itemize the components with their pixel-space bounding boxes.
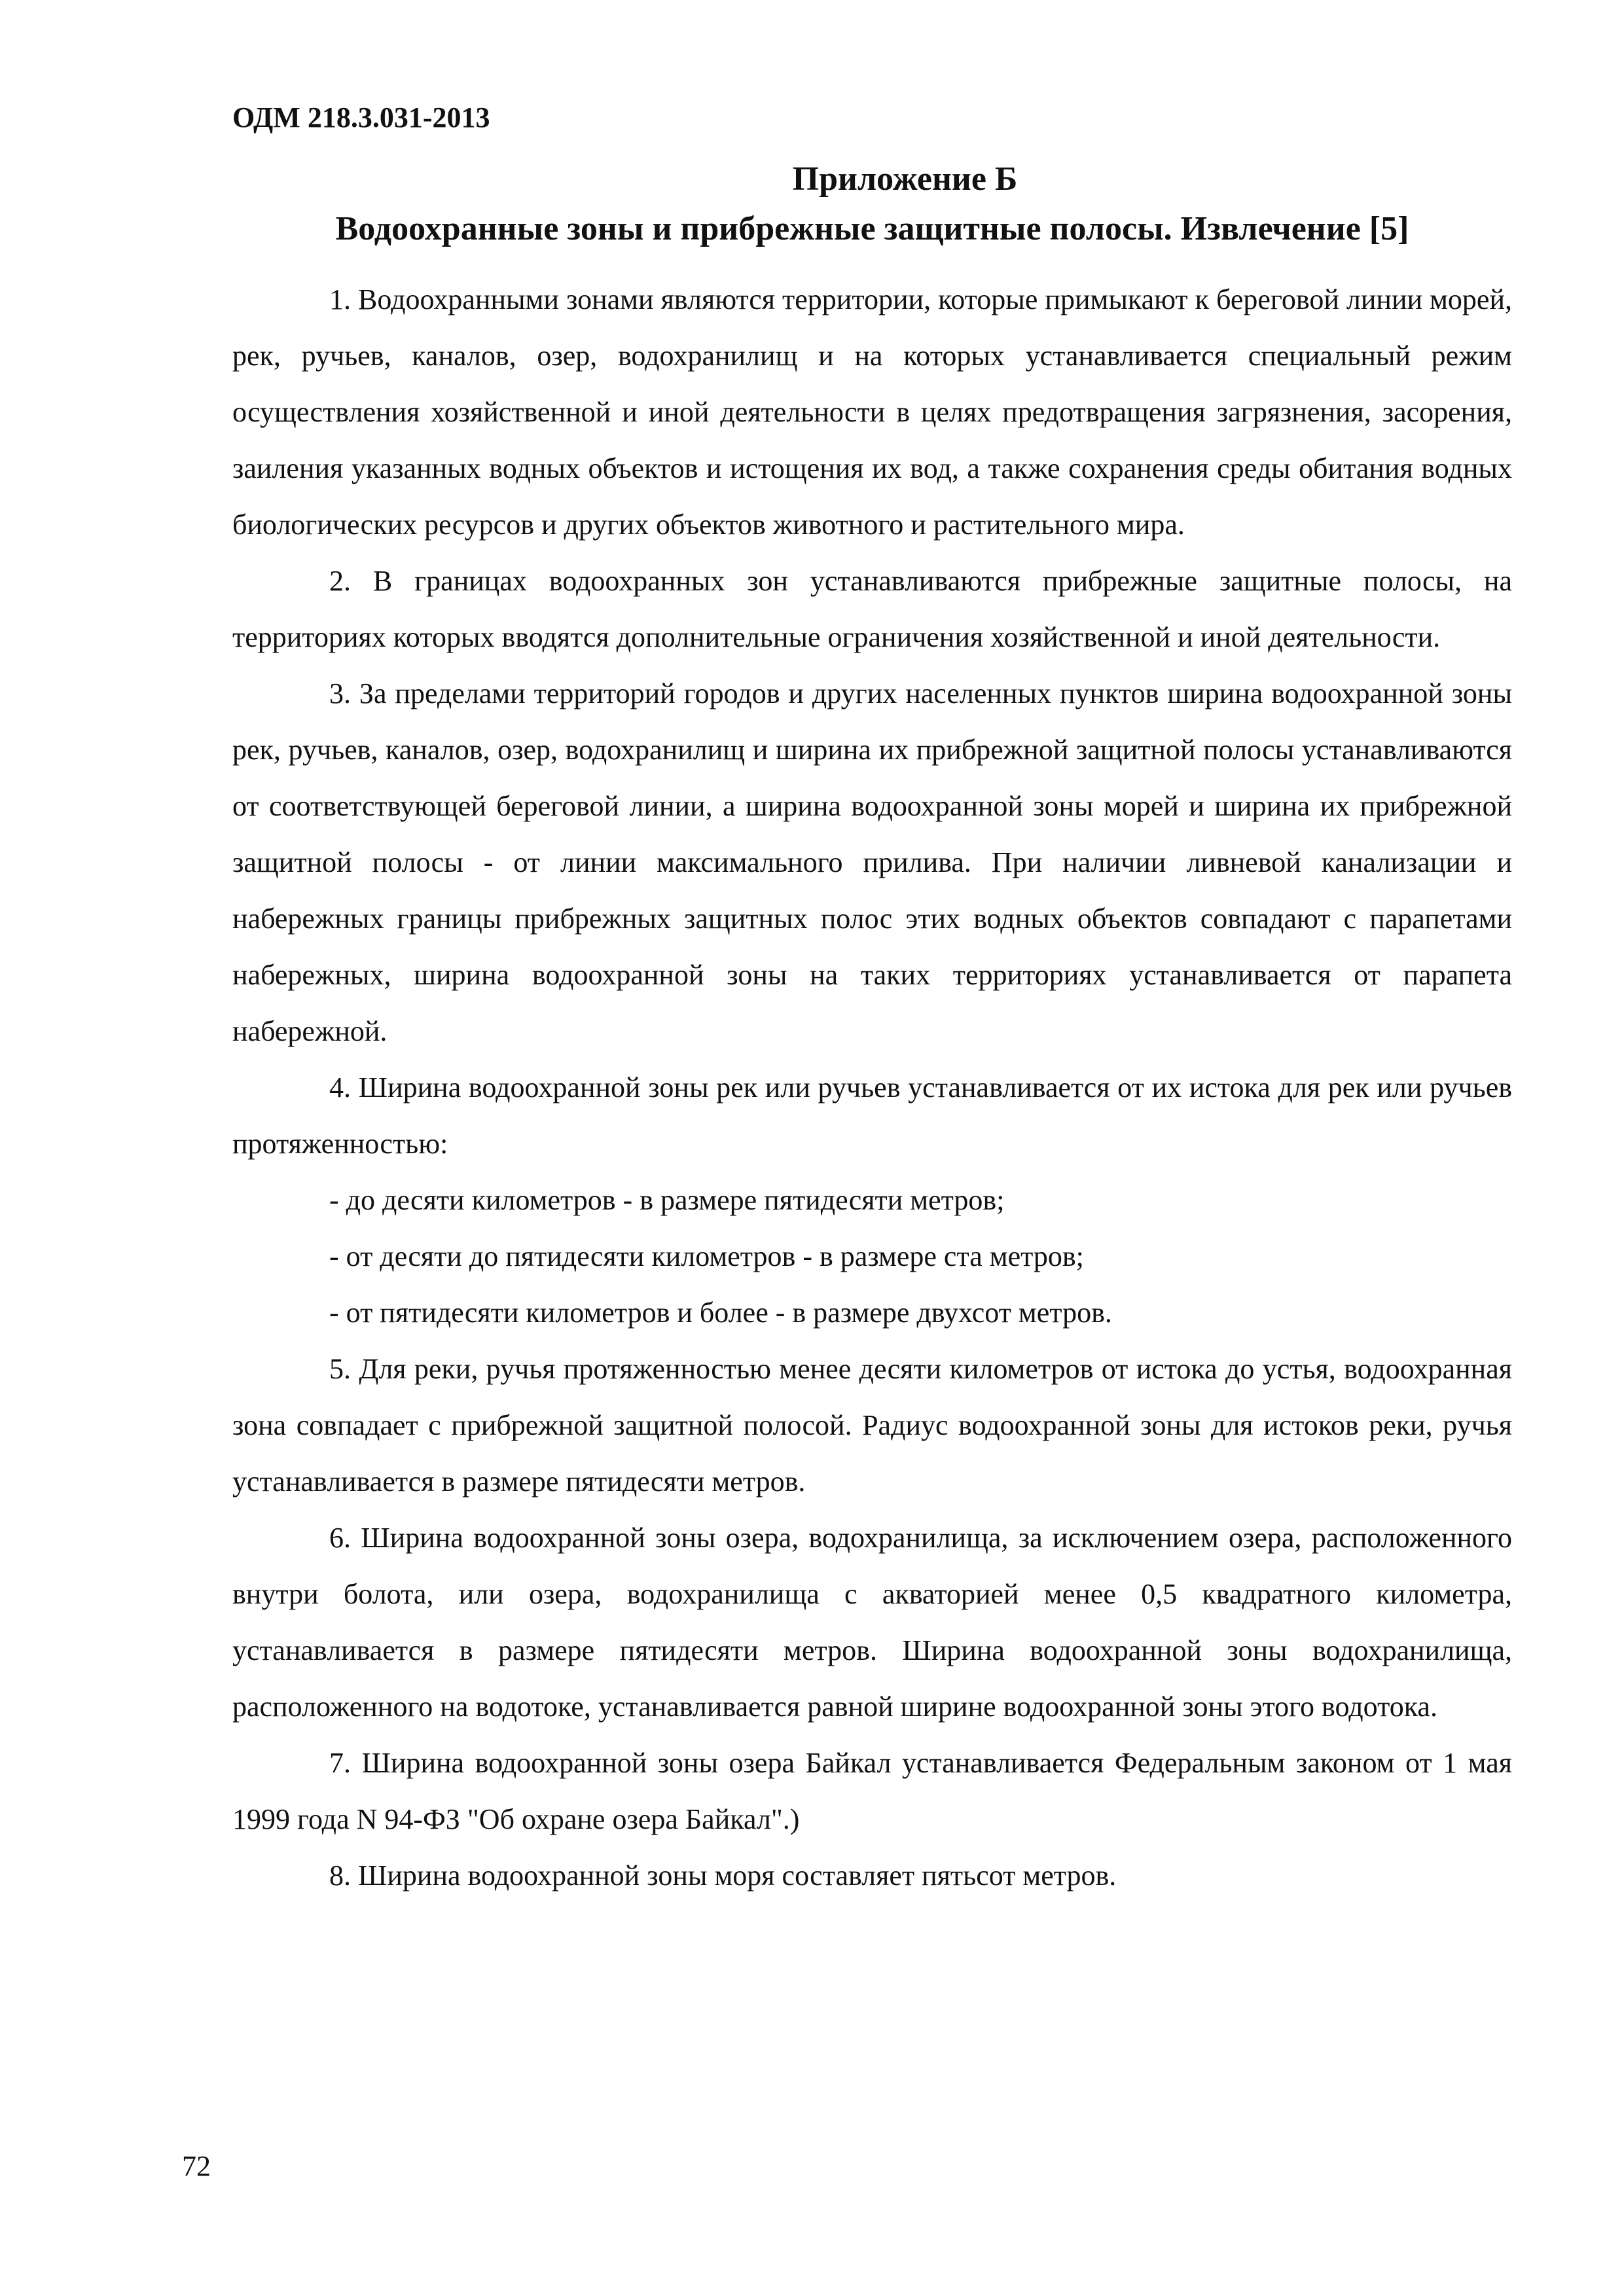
document-code: ОДМ 218.3.031-2013 <box>232 101 490 134</box>
list-item: - от пятидесяти километров и более - в размере двухсот метров. <box>329 1297 1112 1329</box>
list-item: - от десяти до пятидесяти километров - в размере ста метров; <box>329 1240 1084 1272</box>
paragraph-4: 4. Ширина водоохранной зоны рек или ручьев устанавливается от их истока для рек или ручьев протяженностью: <box>232 1071 1512 1160</box>
paragraph-5: 5. Для реки, ручья протяженностью менее десяти километров от истока до устья, водоохранная зона совпадает с прибрежной защитной полосой. Радиус водоохранной зоны для истоков реки, ручья устанавливается в размере пятидесяти метров. <box>232 1353 1512 1498</box>
appendix-subtitle: Водоохранные зоны и прибрежные защитные полосы. Извлечение [5] <box>335 210 1409 247</box>
list-item: - до десяти километров - в размере пятидесяти метров; <box>329 1184 1005 1216</box>
paragraph-7: 7. Ширина водоохранной зоны озера Байкал устанавливается Федеральным законом от 1 мая 1999 года N 94-ФЗ "Об охране озера Байкал".) <box>232 1747 1512 1835</box>
paragraph-6: 6. Ширина водоохранной зоны озера, водохранилища, за исключением озера, расположенного внутри болота, или озера, водохранилища с акваторией менее 0,5 квадратного километра, устанавливается в размере пятидесяти метров. Ширина водоохранной зоны водохранилища, расположенного на водотоке, устанавливается равной ширине водоохранной зоны этого водотока. <box>232 1522 1512 1723</box>
document-body <box>232 272 1512 1904</box>
paragraph-8: 8. Ширина водоохранной зоны моря составляет пятьсот метров. <box>329 1859 1117 1892</box>
appendix-title: Приложение Б <box>792 160 1018 198</box>
paragraph-2: 2. В границах водоохранных зон устанавливаются прибрежные защитные полосы, на территориях которых вводятся дополнительные ограничения хозяйственной и иной деятельности. <box>232 565 1512 653</box>
paragraph-1: 1. Водоохранными зонами являются территории, которые примыкают к береговой линии морей, рек, ручьев, каналов, озер, водохранилищ и на которых устанавливается специальный режим осуществления хозяйственной и иной деятельности в целях предотвращения загрязнения, засорения, заиления указанных водных объектов и истощения их вод, а также сохранения среды обитания водных биологических ресурсов и других объектов животного и растительного мира. <box>232 283 1512 541</box>
appendix-title-block <box>232 154 1512 254</box>
page-number: 72 <box>182 2150 211 2182</box>
paragraph-3: 3. За пределами территорий городов и других населенных пунктов ширина водоохранной зоны рек, ручьев, каналов, озер, водохранилищ и ширина их прибрежной защитной полосы устанавливаются от соответствующей береговой линии, а ширина водоохранной зоны морей и ширина их прибрежной защитной полосы - от линии максимального прилива. При наличии ливневой канализации и набережных границы прибрежных защитных полос этих водных объектов совпадают с парапетами набережных, ширина водоохранной зоны на таких территориях устанавливается от парапета набережной. <box>232 677 1512 1047</box>
